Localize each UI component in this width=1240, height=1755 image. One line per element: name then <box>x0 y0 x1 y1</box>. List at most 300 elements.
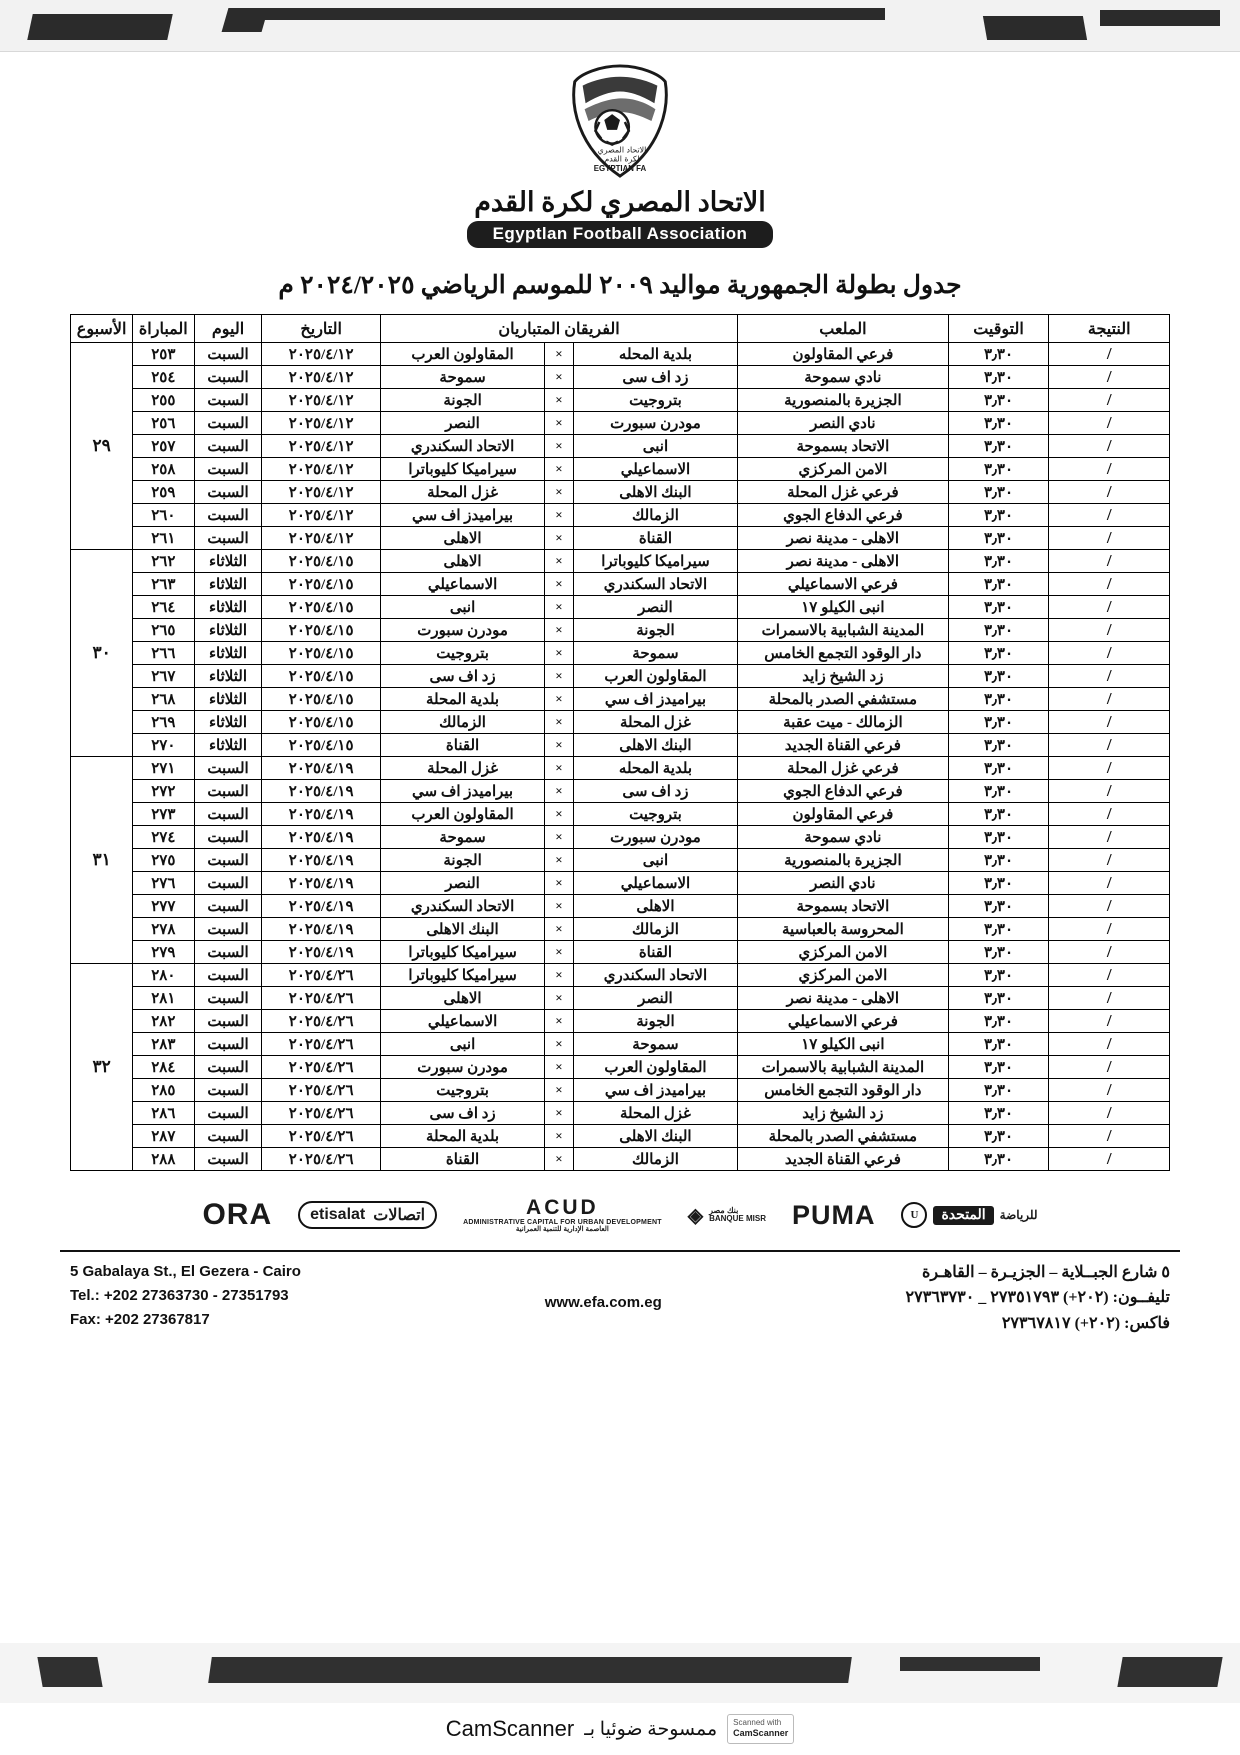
cell-team-a: المقاولون العرب <box>380 343 544 366</box>
cell-versus: × <box>545 366 573 389</box>
cell-result: / <box>1049 458 1170 481</box>
table-header-row <box>71 315 1170 343</box>
cell-day: السبت <box>194 1125 262 1148</box>
cell-day: السبت <box>194 964 262 987</box>
cell-stadium: فرعي الدفاع الجوي <box>738 780 948 803</box>
cell-date: ٢٠٢٥/٤/٢٦ <box>262 987 380 1010</box>
cell-date: ٢٠٢٥/٤/١٩ <box>262 941 380 964</box>
sponsor-misr-label-en: BANQUE MISR <box>709 1214 766 1224</box>
cell-time: ٣٫٣٠ <box>948 412 1049 435</box>
cell-team-b: بيراميدز اف سي <box>573 1079 737 1102</box>
table-row <box>71 941 1170 964</box>
cell-result: / <box>1049 412 1170 435</box>
footer-website[interactable]: www.efa.com.eg <box>544 1293 662 1311</box>
table-row <box>71 849 1170 872</box>
cell-day: السبت <box>194 1056 262 1079</box>
cell-time: ٣٫٣٠ <box>948 1033 1049 1056</box>
cell-result: / <box>1049 389 1170 412</box>
cell-day: السبت <box>194 987 262 1010</box>
cell-team-a: مودرن سبورت <box>380 1056 544 1079</box>
table-row <box>71 688 1170 711</box>
cell-versus: × <box>545 665 573 688</box>
cell-team-a: انبى <box>380 1033 544 1056</box>
cell-stadium: نادي النصر <box>738 412 948 435</box>
cell-versus: × <box>545 550 573 573</box>
cell-versus: × <box>545 458 573 481</box>
cell-result: / <box>1049 343 1170 366</box>
camscanner-text-ar: ممسوحة ضوئيا بـ <box>584 1718 718 1740</box>
cell-date: ٢٠٢٥/٤/١٥ <box>262 734 380 757</box>
cell-team-a: الزمالك <box>380 711 544 734</box>
cell-match-no: ٢٦٤ <box>133 596 194 619</box>
cell-time: ٣٫٣٠ <box>948 435 1049 458</box>
cell-stadium: زد الشيخ زايد <box>738 1102 948 1125</box>
cell-team-a: زد اف سى <box>380 1102 544 1125</box>
cell-match-no: ٢٨٧ <box>133 1125 194 1148</box>
cell-stadium: الامن المركزي <box>738 458 948 481</box>
cell-date: ٢٠٢٥/٤/١٩ <box>262 780 380 803</box>
camscanner-badge <box>727 1714 794 1743</box>
cell-match-no: ٢٧٦ <box>133 872 194 895</box>
cell-match-no: ٢٦٢ <box>133 550 194 573</box>
cell-match-no: ٢٦٣ <box>133 573 194 596</box>
cell-versus: × <box>545 596 573 619</box>
cell-date: ٢٠٢٥/٤/١٩ <box>262 757 380 780</box>
cell-result: / <box>1049 1056 1170 1079</box>
cell-result: / <box>1049 642 1170 665</box>
cell-day: السبت <box>194 895 262 918</box>
cell-team-b: الاتحاد السكندري <box>573 573 737 596</box>
cell-result: / <box>1049 987 1170 1010</box>
cell-day: السبت <box>194 435 262 458</box>
cell-versus: × <box>545 435 573 458</box>
table-row <box>71 826 1170 849</box>
cell-date: ٢٠٢٥/٤/١٢ <box>262 527 380 550</box>
col-teams: الفريقان المتباريان <box>380 315 737 343</box>
cell-day: الثلاثاء <box>194 688 262 711</box>
cell-versus: × <box>545 504 573 527</box>
cell-stadium: فرعي الدفاع الجوي <box>738 504 948 527</box>
cell-date: ٢٠٢٥/٤/١٢ <box>262 366 380 389</box>
cell-versus: × <box>545 1102 573 1125</box>
cell-date: ٢٠٢٥/٤/٢٦ <box>262 1102 380 1125</box>
cell-versus: × <box>545 1010 573 1033</box>
cell-stadium: الاهلى - مدينة نصر <box>738 550 948 573</box>
table-row <box>71 642 1170 665</box>
cell-date: ٢٠٢٥/٤/١٩ <box>262 895 380 918</box>
footer-tel-en: Tel.: +202 27363730 - 27351793 <box>70 1286 289 1304</box>
cell-time: ٣٫٣٠ <box>948 619 1049 642</box>
cell-team-b: زد اف سى <box>573 780 737 803</box>
cell-result: / <box>1049 688 1170 711</box>
cell-team-a: سيراميكا كليوباترا <box>380 964 544 987</box>
cell-result: / <box>1049 504 1170 527</box>
cell-time: ٣٫٣٠ <box>948 780 1049 803</box>
cell-versus: × <box>545 734 573 757</box>
cell-versus: × <box>545 688 573 711</box>
cell-stadium: فرعي القناة الجديد <box>738 1148 948 1171</box>
cell-stadium: الامن المركزي <box>738 964 948 987</box>
cell-team-b: الجونة <box>573 619 737 642</box>
cell-time: ٣٫٣٠ <box>948 734 1049 757</box>
cell-result: / <box>1049 435 1170 458</box>
sponsor-united-label: المتحدة <box>933 1206 993 1225</box>
camscanner-watermark <box>0 1703 1240 1755</box>
cell-stadium: الاتحاد بسموحة <box>738 435 948 458</box>
table-row <box>71 1010 1170 1033</box>
cell-day: السبت <box>194 941 262 964</box>
cell-day: السبت <box>194 366 262 389</box>
cell-match-no: ٢٧٨ <box>133 918 194 941</box>
cell-result: / <box>1049 803 1170 826</box>
cell-date: ٢٠٢٥/٤/١٢ <box>262 481 380 504</box>
cell-date: ٢٠٢٥/٤/٢٦ <box>262 1125 380 1148</box>
cell-stadium: مستشفي الصدر بالمحلة <box>738 688 948 711</box>
cell-versus: × <box>545 987 573 1010</box>
cell-stadium: فرعي المقاولون <box>738 343 948 366</box>
cell-result: / <box>1049 734 1170 757</box>
cell-team-b: زد اف سى <box>573 366 737 389</box>
cell-day: الثلاثاء <box>194 573 262 596</box>
cell-versus: × <box>545 573 573 596</box>
page-title: جدول بطولة الجمهورية مواليد ٢٠٠٩ للموسم الرياضي ٢٠٢٤/٢٠٢٥ م <box>278 272 962 299</box>
cell-time: ٣٫٣٠ <box>948 389 1049 412</box>
table-row <box>71 711 1170 734</box>
cell-match-no: ٢٨٦ <box>133 1102 194 1125</box>
cell-versus: × <box>545 941 573 964</box>
sponsor-acud-sub-ar: العاصمة الإدارية للتنمية العمرانية <box>515 1226 609 1234</box>
table-row <box>71 987 1170 1010</box>
cell-match-no: ٢٨٠ <box>133 964 194 987</box>
cell-day: السبت <box>194 458 262 481</box>
efa-crest-icon <box>561 62 679 180</box>
cell-result: / <box>1049 619 1170 642</box>
cell-team-b: القناة <box>573 941 737 964</box>
cell-date: ٢٠٢٥/٤/١٩ <box>262 918 380 941</box>
table-row <box>71 596 1170 619</box>
cell-stadium: مستشفي الصدر بالمحلة <box>738 1125 948 1148</box>
cell-stadium: فرعي الاسماعيلي <box>738 573 948 596</box>
cell-match-no: ٢٧٥ <box>133 849 194 872</box>
cell-team-a: سيراميكا كليوباترا <box>380 458 544 481</box>
cell-date: ٢٠٢٥/٤/١٥ <box>262 642 380 665</box>
cell-versus: × <box>545 1125 573 1148</box>
cell-versus: × <box>545 803 573 826</box>
table-row <box>71 1033 1170 1056</box>
cell-stadium: فرعي غزل المحلة <box>738 481 948 504</box>
cell-date: ٢٠٢٥/٤/١٢ <box>262 435 380 458</box>
cell-match-no: ٢٨٥ <box>133 1079 194 1102</box>
cell-match-no: ٢٦٦ <box>133 642 194 665</box>
cell-team-b: الزمالك <box>573 918 737 941</box>
cell-team-a: بيراميدز اف سي <box>380 504 544 527</box>
cell-day: السبت <box>194 826 262 849</box>
cell-team-a: الاهلى <box>380 550 544 573</box>
cell-team-b: الاتحاد السكندري <box>573 964 737 987</box>
cell-day: السبت <box>194 412 262 435</box>
cell-result: / <box>1049 711 1170 734</box>
federation-title-en: Egyptlan Football Association <box>467 221 774 248</box>
cell-team-b: القناة <box>573 527 737 550</box>
cell-time: ٣٫٣٠ <box>948 596 1049 619</box>
table-row <box>71 458 1170 481</box>
cell-result: / <box>1049 826 1170 849</box>
cell-match-no: ٢٨٢ <box>133 1010 194 1033</box>
cell-team-b: الاسماعيلي <box>573 458 737 481</box>
cell-day: الثلاثاء <box>194 734 262 757</box>
cell-team-a: القناة <box>380 734 544 757</box>
united-mark-icon: U <box>901 1202 927 1228</box>
table-row <box>71 343 1170 366</box>
cell-result: / <box>1049 1033 1170 1056</box>
cell-date: ٢٠٢٥/٤/١٢ <box>262 343 380 366</box>
footer-fax-en: Fax: +202 27367817 <box>70 1310 210 1328</box>
cell-match-no: ٢٧٤ <box>133 826 194 849</box>
table-row <box>71 734 1170 757</box>
cell-date: ٢٠٢٥/٤/١٩ <box>262 872 380 895</box>
footer-address-en: 5 Gabalaya St., El Gezera - Cairo <box>70 1262 301 1280</box>
cell-date: ٢٠٢٥/٤/١٥ <box>262 550 380 573</box>
cell-team-a: الاتحاد السكندري <box>380 435 544 458</box>
cell-stadium: نادي سموحة <box>738 366 948 389</box>
cell-week: ٣٢ <box>71 964 133 1171</box>
cell-time: ٣٫٣٠ <box>948 458 1049 481</box>
cell-day: الثلاثاء <box>194 711 262 734</box>
cell-result: / <box>1049 1102 1170 1125</box>
col-day: اليوم <box>194 315 262 343</box>
cell-team-a: المقاولون العرب <box>380 803 544 826</box>
cell-result: / <box>1049 780 1170 803</box>
table-row <box>71 665 1170 688</box>
cell-time: ٣٫٣٠ <box>948 550 1049 573</box>
cell-stadium: الجزيرة بالمنصورية <box>738 389 948 412</box>
cell-team-a: الجونة <box>380 389 544 412</box>
cell-versus: × <box>545 1033 573 1056</box>
cell-team-b: الزمالك <box>573 1148 737 1171</box>
cell-date: ٢٠٢٥/٤/١٢ <box>262 389 380 412</box>
cell-date: ٢٠٢٥/٤/١٥ <box>262 688 380 711</box>
cell-stadium: زد الشيخ زايد <box>738 665 948 688</box>
cell-time: ٣٫٣٠ <box>948 711 1049 734</box>
cell-team-b: مودرن سبورت <box>573 826 737 849</box>
cell-result: / <box>1049 1148 1170 1171</box>
footer-tel-ar: تليفــون: (٢٠٢+) ٢٧٣٥١٧٩٣ _ ٢٧٣٦٣٧٣٠ <box>905 1289 1170 1307</box>
cell-day: السبت <box>194 803 262 826</box>
cell-match-no: ٢٨٤ <box>133 1056 194 1079</box>
cell-time: ٣٫٣٠ <box>948 826 1049 849</box>
cell-day: السبت <box>194 757 262 780</box>
table-row <box>71 619 1170 642</box>
table-row <box>71 1148 1170 1171</box>
cell-day: الثلاثاء <box>194 596 262 619</box>
cell-date: ٢٠٢٥/٤/٢٦ <box>262 1148 380 1171</box>
cell-stadium: الزمالك - ميت عقبة <box>738 711 948 734</box>
sponsor-acud-logo <box>463 1197 662 1234</box>
camscanner-badge-app: CamScanner <box>733 1728 789 1739</box>
table-row <box>71 366 1170 389</box>
cell-stadium: انبى الكيلو ١٧ <box>738 596 948 619</box>
cell-result: / <box>1049 550 1170 573</box>
cell-time: ٣٫٣٠ <box>948 941 1049 964</box>
cell-team-b: سموحة <box>573 642 737 665</box>
cell-date: ٢٠٢٥/٤/١٢ <box>262 458 380 481</box>
camscanner-badge-top: Scanned with <box>733 1718 782 1728</box>
cell-day: السبت <box>194 389 262 412</box>
federation-title-ar: الاتحاد المصري لكرة القدم <box>474 187 766 217</box>
svg-text:EGYPTIAN FA: EGYPTIAN FA <box>593 164 647 174</box>
cell-day: الثلاثاء <box>194 619 262 642</box>
cell-team-a: زد اف سى <box>380 665 544 688</box>
table-row <box>71 412 1170 435</box>
cell-versus: × <box>545 1079 573 1102</box>
cell-team-a: الاتحاد السكندري <box>380 895 544 918</box>
document-page <box>0 52 1240 1632</box>
cell-date: ٢٠٢٥/٤/١٩ <box>262 803 380 826</box>
cell-versus: × <box>545 757 573 780</box>
cell-team-b: سموحة <box>573 1033 737 1056</box>
cell-date: ٢٠٢٥/٤/١٢ <box>262 412 380 435</box>
cell-team-a: سموحة <box>380 826 544 849</box>
cell-team-a: سيراميكا كليوباترا <box>380 941 544 964</box>
table-row <box>71 918 1170 941</box>
sponsor-misr-label-ar: بنك مصر <box>709 1205 739 1215</box>
footer-fax-ar: فاكس: (٢٠٢+) ٢٧٣٦٧٨١٧ <box>1001 1314 1170 1332</box>
cell-match-no: ٢٧٣ <box>133 803 194 826</box>
table-row <box>71 550 1170 573</box>
cell-time: ٣٫٣٠ <box>948 987 1049 1010</box>
cell-team-a: الاسماعيلي <box>380 573 544 596</box>
cell-team-a: الاهلى <box>380 987 544 1010</box>
cell-team-a: النصر <box>380 412 544 435</box>
cell-day: السبت <box>194 343 262 366</box>
col-week: الأسبوع <box>71 315 133 343</box>
cell-time: ٣٫٣٠ <box>948 757 1049 780</box>
cell-result: / <box>1049 849 1170 872</box>
cell-match-no: ٢٥٥ <box>133 389 194 412</box>
cell-time: ٣٫٣٠ <box>948 343 1049 366</box>
cell-time: ٣٫٣٠ <box>948 849 1049 872</box>
cell-match-no: ٢٧٢ <box>133 780 194 803</box>
cell-day: السبت <box>194 1102 262 1125</box>
cell-date: ٢٠٢٥/٤/٢٦ <box>262 1079 380 1102</box>
cell-result: / <box>1049 1125 1170 1148</box>
cell-day: السبت <box>194 1010 262 1033</box>
cell-result: / <box>1049 481 1170 504</box>
sponsor-ora-logo: ORA <box>202 1198 273 1232</box>
table-row <box>71 1102 1170 1125</box>
cell-stadium: دار الوقود التجمع الخامس <box>738 642 948 665</box>
cell-result: / <box>1049 366 1170 389</box>
cell-match-no: ٢٦٨ <box>133 688 194 711</box>
schedule-table-wrap <box>0 314 1240 1171</box>
cell-time: ٣٫٣٠ <box>948 1148 1049 1171</box>
cell-week: ٣٠ <box>71 550 133 757</box>
scan-edge-bottom <box>0 1643 1240 1703</box>
cell-stadium: الاتحاد بسموحة <box>738 895 948 918</box>
cell-team-b: البنك الاهلى <box>573 1125 737 1148</box>
col-time: التوقيت <box>948 315 1049 343</box>
cell-team-a: بتروجيت <box>380 1079 544 1102</box>
table-row <box>71 573 1170 596</box>
table-row <box>71 1079 1170 1102</box>
col-match: المباراة <box>133 315 194 343</box>
cell-date: ٢٠٢٥/٤/١٩ <box>262 826 380 849</box>
cell-team-b: البنك الاهلى <box>573 734 737 757</box>
cell-versus: × <box>545 389 573 412</box>
cell-team-a: انبى <box>380 596 544 619</box>
cell-day: السبت <box>194 504 262 527</box>
banque-misr-mark-icon: ◈ <box>687 1204 704 1227</box>
cell-day: السبت <box>194 527 262 550</box>
cell-team-a: بلدية المحلة <box>380 688 544 711</box>
cell-stadium: المحروسة بالعباسية <box>738 918 948 941</box>
cell-versus: × <box>545 1148 573 1171</box>
cell-result: / <box>1049 757 1170 780</box>
col-stadium: الملعب <box>738 315 948 343</box>
table-row <box>71 435 1170 458</box>
cell-stadium: المدينة الشبابية بالاسمرات <box>738 1056 948 1079</box>
cell-match-no: ٢٦١ <box>133 527 194 550</box>
cell-result: / <box>1049 964 1170 987</box>
cell-team-b: بتروجيت <box>573 803 737 826</box>
cell-versus: × <box>545 849 573 872</box>
cell-team-a: بلدية المحلة <box>380 1125 544 1148</box>
sponsor-acud-label: ACUD <box>526 1196 599 1219</box>
cell-result: / <box>1049 573 1170 596</box>
col-result: النتيجة <box>1049 315 1170 343</box>
cell-day: السبت <box>194 1033 262 1056</box>
cell-stadium: فرعي المقاولون <box>738 803 948 826</box>
cell-team-b: غزل المحلة <box>573 711 737 734</box>
cell-day: السبت <box>194 1079 262 1102</box>
cell-match-no: ٢٥٧ <box>133 435 194 458</box>
cell-versus: × <box>545 826 573 849</box>
cell-result: / <box>1049 1079 1170 1102</box>
cell-versus: × <box>545 872 573 895</box>
cell-versus: × <box>545 918 573 941</box>
schedule-table <box>70 314 1170 1171</box>
sponsor-acud-sub-en: ADMINISTRATIVE CAPITAL FOR URBAN DEVELOPMENT <box>463 1219 662 1227</box>
cell-team-b: البنك الاهلى <box>573 481 737 504</box>
cell-day: السبت <box>194 918 262 941</box>
cell-result: / <box>1049 895 1170 918</box>
cell-stadium: الامن المركزي <box>738 941 948 964</box>
sponsor-puma-logo: PUMA <box>791 1199 876 1230</box>
cell-stadium: الجزيرة بالمنصورية <box>738 849 948 872</box>
cell-team-a: غزل المحلة <box>380 757 544 780</box>
cell-stadium: المدينة الشبابية بالاسمرات <box>738 619 948 642</box>
cell-time: ٣٫٣٠ <box>948 803 1049 826</box>
cell-versus: × <box>545 895 573 918</box>
cell-team-b: الاهلى <box>573 895 737 918</box>
cell-match-no: ٢٧٩ <box>133 941 194 964</box>
table-row <box>71 527 1170 550</box>
cell-result: / <box>1049 941 1170 964</box>
cell-match-no: ٢٦٩ <box>133 711 194 734</box>
cell-day: الثلاثاء <box>194 665 262 688</box>
cell-time: ٣٫٣٠ <box>948 504 1049 527</box>
scan-edge-top <box>0 0 1240 52</box>
cell-result: / <box>1049 527 1170 550</box>
cell-time: ٣٫٣٠ <box>948 688 1049 711</box>
cell-date: ٢٠٢٥/٤/١٩ <box>262 849 380 872</box>
cell-time: ٣٫٣٠ <box>948 872 1049 895</box>
cell-match-no: ٢٥٩ <box>133 481 194 504</box>
cell-team-b: سيراميكا كليوباترا <box>573 550 737 573</box>
cell-stadium: فرعي الاسماعيلي <box>738 1010 948 1033</box>
cell-stadium: انبى الكيلو ١٧ <box>738 1033 948 1056</box>
cell-date: ٢٠٢٥/٤/٢٦ <box>262 1056 380 1079</box>
